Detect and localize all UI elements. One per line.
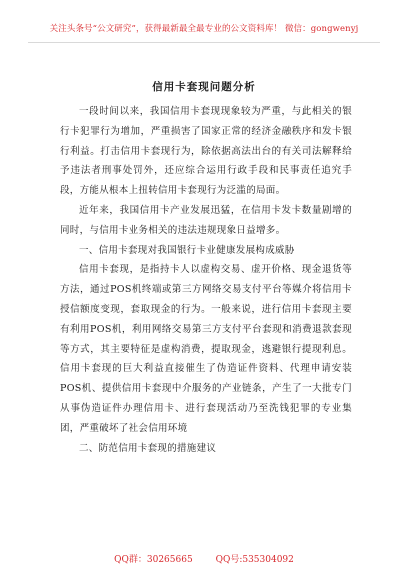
paragraph-background: 近年来，我国信用卡产业发展迅猛，在信用卡发卡数量剧增的同时，与信用卡业务相关的违法违规现象日益增多。: [60, 204, 352, 236]
header-divider: [28, 42, 380, 43]
paragraph-definition: 信用卡套现，是指持卡人以虚构交易、虚开价格、现金退货等方法，通过POS机终端或第三方网络交易支付平台等媒介将信用卡授信额度变现，套取现金的行为。一般来说，进行信用卡套现主要有利用POS机，利用网络交易第三方支付平台套现和消费退款套现等方式，其主要特征是虚构消费，提取现金，逃避银行提现利息。信用卡套现的巨大利益直接催生了伪造证件资料、代理申请安装POS机、提供信用卡套现中介服务的产业链条，产生了一大批专门从事伪造证件办理信用卡、进行套现活动乃至洗钱犯罪的专业集团，严重破坏了社会信用环境: [60, 264, 352, 434]
section-heading-1: 一、信用卡套现对我国银行卡业健康发展构成威胁: [79, 244, 295, 256]
section-heading-2: 二、防范信用卡套现的措施建议: [79, 442, 217, 454]
promo-header: 关注头条号“公文研究”，获得最新最全最专业的公文资料库！ 微信：gongwenyj: [49, 24, 359, 34]
qq-group-label: QQ群：30265665: [114, 555, 193, 565]
qq-number-label: QQ号:535304092: [215, 555, 294, 565]
document-body: [60, 102, 352, 458]
paragraph-intro: 一段时间以来，我国信用卡套现现象较为严重，与此相关的银行卡犯罪行为增加，严重损害了国家正常的经济金融秩序和发卡银行利益。打击信用卡套现行为，除依据高法出台的有关司法解释给予违法者刑事处罚外，还应综合运用行政手段和民事责任追究手段，方能从根本上扭转信用卡套现行为泛滥的局面。: [60, 106, 352, 197]
document-title: 信用卡套现问题分析: [152, 81, 256, 93]
contact-footer: [0, 552, 408, 565]
